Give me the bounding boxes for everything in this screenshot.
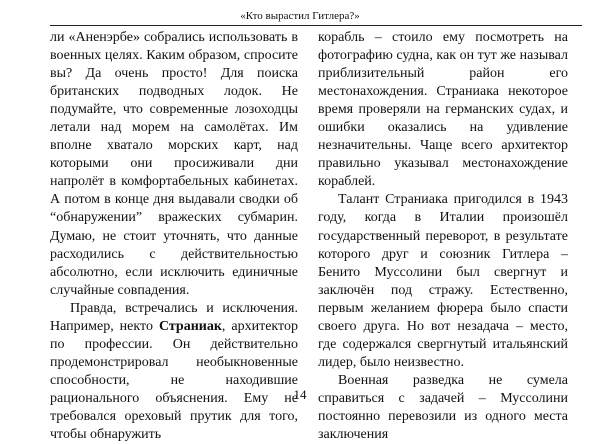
left-column [50,29,298,444]
running-header: «Кто вырастил Гитлера?» [240,10,360,22]
header-rule [50,25,582,26]
text-run: , архитектор по профессии. Он действительно продемонстрировал необыкновенные способности, не находившие рационального объяснения. Ему не требовался ореховый прутик для того, чтобы обнаружить [50,318,298,443]
paragraph [50,300,298,444]
right-column [318,29,568,444]
paragraph: Военная разведка не сумела справиться с задачей – Муссолини постоянно перевозили из одного места заключения [318,372,568,443]
paragraph: корабль – стоило ему посмотреть на фотографию судна, как он тут же называл приблизительный район его местонахождения. Страниака некоторое время проверяли на германских судах, и ошибки оказались на удивление незначительны. Чаще всего архитектор правильно указывал местонахождение кораблей. [318,30,568,190]
paragraph: ли «Аненэрбе» собрались использовать в военных целях. Каким образом, спросите вы? Да очень просто! Для поиска британских подводных лодок. Не подумайте, что современные лозоходцы летали над морем на самолётах. Им вполне хватало морских карт, над которыми они просиживали дни напролёт в комфортабельных кабинетах. А потом в конце дня выдавали сводки об “обнаружении” вражеских субмарин. Думаю, не стоит уточнять, что данные расходились с действительностью абсолютно, если исключить единичные случайные совпадения. [50,30,298,298]
page-number: 14 [293,387,307,402]
bold-name: Страниак [158,318,222,334]
paragraph: Талант Страниака пригодился в 1943 году, когда в Италии произошёл государственный переворот, в результате которого друг и союзник Гитлера – Бенито Муссолини был свергнут и заключён под стражу. Естественно, первым желанием фюрера было спасти своего друга. Но вот незадача – место, где содержался свергнутый итальянский лидер, было неизвестно. [318,192,568,370]
text-run: Правда, встречались и исключения. Например, некто [50,300,298,334]
